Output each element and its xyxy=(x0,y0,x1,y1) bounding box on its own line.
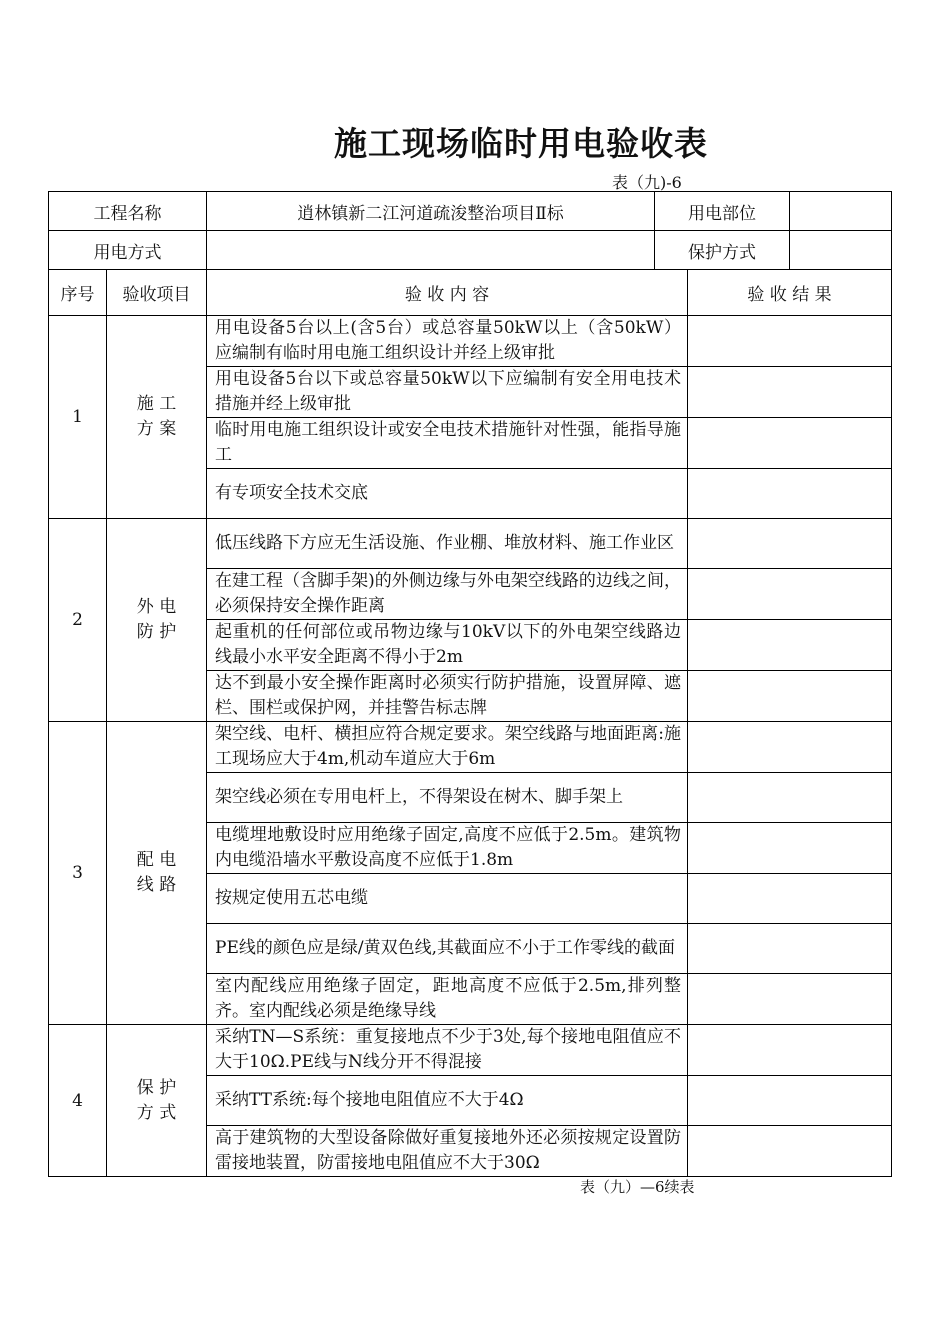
acceptance-result-cell[interactable] xyxy=(688,316,892,367)
acceptance-result-cell[interactable] xyxy=(688,620,892,671)
acceptance-content: 有专项安全技术交底 xyxy=(207,469,688,519)
method-label: 用电方式 xyxy=(49,231,207,270)
acceptance-result-cell[interactable] xyxy=(688,874,892,924)
acceptance-content: 高于建筑物的大型设备除做好重复接地外还必须按规定设置防雷接地装置，防雷接地电阻值应不大于30Ω xyxy=(207,1126,688,1177)
page-title: 施工现场临时用电验收表 xyxy=(334,124,708,163)
header-row xyxy=(49,270,892,316)
acceptance-content: 达不到最小安全操作距离时必须实行防护措施，设置屏障、遮栏、围栏或保护网，并挂警告标志牌 xyxy=(207,671,688,722)
table-row xyxy=(49,519,892,569)
acceptance-result-cell[interactable] xyxy=(688,1025,892,1076)
acceptance-content: 按规定使用五芯电缆 xyxy=(207,874,688,924)
acceptance-result-cell[interactable] xyxy=(688,773,892,823)
table-row xyxy=(49,722,892,773)
acceptance-content: 架空线、电杆、横担应符合规定要求。架空线路与地面距离:施工现场应大于4m,机动车道应大于6m xyxy=(207,722,688,773)
acceptance-content: 电缆埋地敷设时应用绝缘子固定,高度不应低于2.5m。建筑物内电缆沿墙水平敷设高度不应低于1.8m xyxy=(207,823,688,874)
acceptance-content: 起重机的任何部位或吊物边缘与10kV以下的外电架空线路边线最小水平安全距离不得小于2m xyxy=(207,620,688,671)
acceptance-result-cell[interactable] xyxy=(688,519,892,569)
acceptance-content: 采纳TT系统:每个接地电阻值应不大于4Ω xyxy=(207,1076,688,1126)
acceptance-result-cell[interactable] xyxy=(688,469,892,519)
acceptance-result-cell[interactable] xyxy=(688,924,892,974)
acceptance-result-cell[interactable] xyxy=(688,1076,892,1126)
acceptance-content: 用电设备5台以下或总容量50kW以下应编制有安全用电技术措施并经上级审批 xyxy=(207,367,688,418)
acceptance-result-cell[interactable] xyxy=(688,569,892,620)
protection-label: 保护方式 xyxy=(655,231,790,269)
acceptance-content: 低压线路下方应无生活设施、作业棚、堆放材料、施工作业区 xyxy=(207,519,688,569)
location-label: 用电部位 xyxy=(655,192,790,230)
header-item: 验收项目 xyxy=(107,270,207,316)
table-row xyxy=(49,316,892,367)
acceptance-result-cell[interactable] xyxy=(688,418,892,469)
header-result: 验 收 结 果 xyxy=(688,270,892,316)
table-number: 表（九)-6 xyxy=(612,173,682,192)
acceptance-result-cell[interactable] xyxy=(688,1126,892,1177)
group-seq: 3 xyxy=(49,722,107,1025)
acceptance-content: 用电设备5台以上(含5台）或总容量50kW以上（含50kW）应编制有临时用电施工组织设计并经上级审批 xyxy=(207,316,688,367)
group-category: 外 电 防 护 xyxy=(107,519,207,722)
acceptance-result-cell[interactable] xyxy=(688,823,892,874)
acceptance-content: 临时用电施工组织设计或安全电技术措施针对性强，能指导施工 xyxy=(207,418,688,469)
acceptance-result-cell[interactable] xyxy=(688,671,892,722)
acceptance-content: 室内配线应用绝缘子固定，距地高度不应低于2.5m,排列整齐。室内配线必须是绝缘导线 xyxy=(207,974,688,1025)
header-content: 验 收 内 容 xyxy=(207,270,688,316)
group-seq: 4 xyxy=(49,1025,107,1177)
group-seq: 2 xyxy=(49,519,107,722)
group-seq: 1 xyxy=(49,316,107,519)
info-row-project xyxy=(49,192,892,231)
acceptance-content: 架空线必须在专用电杆上，不得架设在树木、脚手架上 xyxy=(207,773,688,823)
acceptance-content: 在建工程（含脚手架)的外侧边缘与外电架空线路的边线之间，必须保持安全操作距离 xyxy=(207,569,688,620)
acceptance-result-cell[interactable] xyxy=(688,974,892,1025)
protection-value[interactable] xyxy=(790,231,891,269)
acceptance-table xyxy=(48,191,892,1177)
footer-note: 表（九）—6续表 xyxy=(580,1178,695,1196)
acceptance-result-cell[interactable] xyxy=(688,722,892,773)
location-value[interactable] xyxy=(790,192,891,230)
header-seq: 序号 xyxy=(49,270,107,316)
info-row-method xyxy=(49,231,892,270)
method-value[interactable] xyxy=(207,231,655,270)
group-category: 配 电 线 路 xyxy=(107,722,207,1025)
group-category: 保 护 方 式 xyxy=(107,1025,207,1177)
acceptance-content: PE线的颜色应是绿/黄双色线,其截面应不小于工作零线的截面 xyxy=(207,924,688,974)
acceptance-content: 采纳TN—S系统：重复接地点不少于3处,每个接地电阻值应不大于10Ω.PE线与N线分开不得混接 xyxy=(207,1025,688,1076)
project-name-label: 工程名称 xyxy=(49,192,207,231)
group-category: 施 工 方 案 xyxy=(107,316,207,519)
table-row xyxy=(49,1025,892,1076)
acceptance-result-cell[interactable] xyxy=(688,367,892,418)
project-name-value: 逍林镇新二江河道疏浚整治项目Ⅱ标 xyxy=(207,192,655,231)
